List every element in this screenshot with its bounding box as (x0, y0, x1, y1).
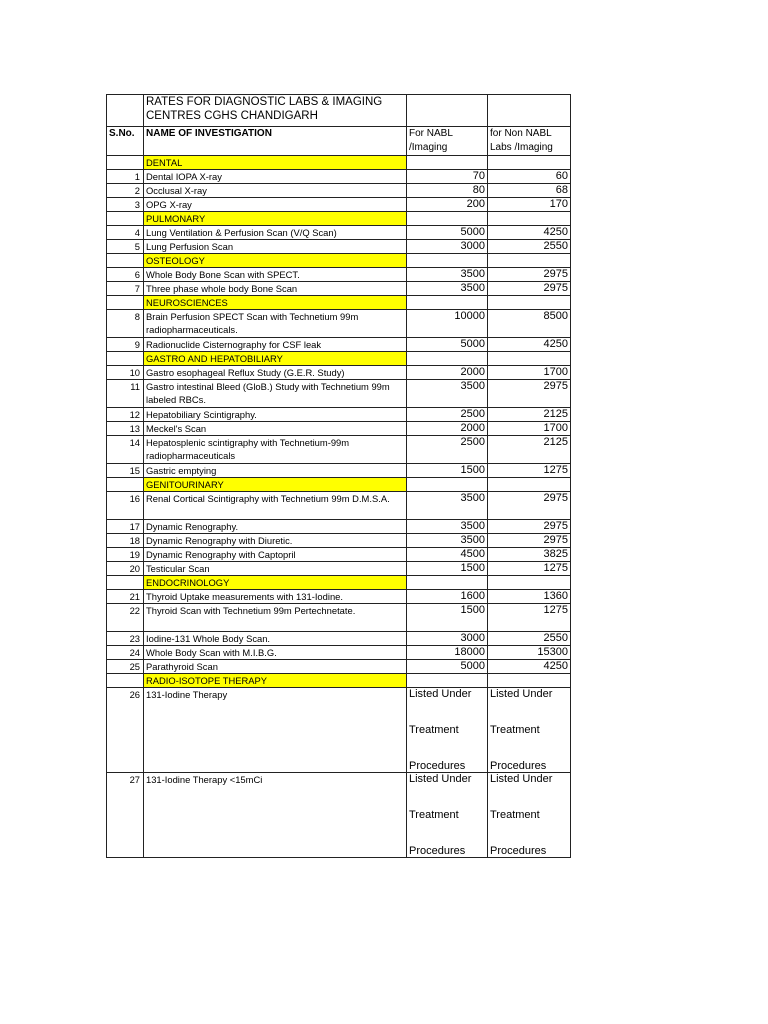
row-nabl-rate: 5000 (407, 226, 488, 240)
category-nabl (407, 576, 488, 590)
row-name: Dynamic Renography. (144, 520, 407, 534)
category-sno (107, 674, 144, 688)
row-name: Whole Body Scan with M.I.B.G. (144, 646, 407, 660)
header-row (107, 127, 571, 156)
row-sno: 3 (107, 198, 144, 212)
row-sno: 19 (107, 548, 144, 562)
category-row (107, 212, 571, 226)
category-sno (107, 296, 144, 310)
row-non-nabl-rate: 8500 (488, 310, 571, 338)
category-non-nabl (488, 212, 571, 226)
row-nabl-rate: 200 (407, 198, 488, 212)
category-name: GASTRO AND HEPATOBILIARY (144, 352, 407, 366)
category-row (107, 254, 571, 268)
row-sno: 20 (107, 562, 144, 576)
category-sno (107, 254, 144, 268)
row-nabl-rate: 70 (407, 170, 488, 184)
row-nabl-rate: 2000 (407, 366, 488, 380)
row-non-nabl-rate: 4250 (488, 338, 571, 352)
category-name: GENITOURINARY (144, 478, 407, 492)
row-sno: 1 (107, 170, 144, 184)
row-non-nabl-rate: 4250 (488, 660, 571, 674)
row-sno: 10 (107, 366, 144, 380)
row-nabl-rate: 3500 (407, 380, 488, 408)
note-line: Treatment (490, 724, 540, 736)
row-sno: 9 (107, 338, 144, 352)
note-line: Treatment (409, 809, 459, 821)
category-non-nabl (488, 254, 571, 268)
row-nabl-rate: 2500 (407, 436, 488, 464)
category-non-nabl (488, 352, 571, 366)
row-non-nabl-rate: 1275 (488, 562, 571, 576)
table-row (107, 366, 571, 380)
row-sno: 15 (107, 464, 144, 478)
table-row (107, 310, 571, 338)
row-sno: 24 (107, 646, 144, 660)
row-nabl-rate: 3500 (407, 520, 488, 534)
header-name: NAME OF INVESTIGATION (144, 127, 407, 156)
category-name: NEUROSCIENCES (144, 296, 407, 310)
header-non-nabl: for Non NABL Labs /Imaging (488, 127, 571, 156)
row-sno: 21 (107, 590, 144, 604)
row-nabl-rate: 4500 (407, 548, 488, 562)
table-row (107, 268, 571, 282)
category-nabl (407, 478, 488, 492)
row-name: 131-Iodine Therapy <15mCi (144, 773, 407, 858)
note-line: Procedures (409, 845, 466, 857)
row-sno: 22 (107, 604, 144, 632)
table-row (107, 562, 571, 576)
category-nabl (407, 352, 488, 366)
row-sno: 16 (107, 492, 144, 520)
row-non-nabl-rate: 2975 (488, 520, 571, 534)
row-nabl-rate: 3500 (407, 534, 488, 548)
table-row (107, 170, 571, 184)
rates-table (106, 94, 571, 858)
row-name: Gastro esophageal Reflux Study (G.E.R. Study) (144, 366, 407, 380)
row-non-nabl-rate: 60 (488, 170, 571, 184)
table-row (107, 646, 571, 660)
row-name: Meckel's Scan (144, 422, 407, 436)
row-non-nabl-rate: 1275 (488, 604, 571, 632)
table-row (107, 773, 571, 858)
row-sno: 26 (107, 688, 144, 773)
row-nabl-rate: 1500 (407, 464, 488, 478)
row-nabl-note (407, 773, 488, 858)
header-nabl: For NABL /Imaging (407, 127, 488, 156)
table-row (107, 520, 571, 534)
category-non-nabl (488, 296, 571, 310)
row-sno: 17 (107, 520, 144, 534)
category-sno (107, 576, 144, 590)
row-nabl-rate: 3500 (407, 268, 488, 282)
row-name: Thyroid Uptake measurements with 131-Iodine. (144, 590, 407, 604)
category-name: PULMONARY (144, 212, 407, 226)
table-row (107, 408, 571, 422)
row-non-nabl-note (488, 688, 571, 773)
row-non-nabl-rate: 2550 (488, 632, 571, 646)
row-sno: 6 (107, 268, 144, 282)
row-sno: 11 (107, 380, 144, 408)
category-row (107, 296, 571, 310)
row-sno: 18 (107, 534, 144, 548)
row-nabl-rate: 3000 (407, 632, 488, 646)
category-nabl (407, 212, 488, 226)
table-row (107, 184, 571, 198)
category-nabl (407, 254, 488, 268)
table-row (107, 436, 571, 464)
row-name: Hepatosplenic scintigraphy with Technetium-99m radiopharmaceuticals (144, 436, 407, 464)
row-nabl-rate: 5000 (407, 338, 488, 352)
row-nabl-rate: 18000 (407, 646, 488, 660)
row-nabl-rate: 2000 (407, 422, 488, 436)
row-non-nabl-rate: 15300 (488, 646, 571, 660)
row-name: Whole Body Bone Scan with SPECT. (144, 268, 407, 282)
row-name: OPG X-ray (144, 198, 407, 212)
table-row (107, 534, 571, 548)
row-name: Radionuclide Cisternography for CSF leak (144, 338, 407, 352)
note-line: Procedures (409, 760, 466, 772)
row-name: Parathyroid Scan (144, 660, 407, 674)
table-row (107, 632, 571, 646)
row-non-nabl-rate: 2550 (488, 240, 571, 254)
note-line: Treatment (409, 724, 459, 736)
row-non-nabl-rate: 2125 (488, 408, 571, 422)
row-nabl-rate: 1500 (407, 604, 488, 632)
row-non-nabl-rate: 2975 (488, 534, 571, 548)
category-name: DENTAL (144, 156, 407, 170)
category-sno (107, 212, 144, 226)
row-nabl-rate: 3500 (407, 282, 488, 296)
row-nabl-rate: 80 (407, 184, 488, 198)
category-name: RADIO-ISOTOPE THERAPY (144, 674, 407, 688)
row-sno: 12 (107, 408, 144, 422)
category-nabl (407, 296, 488, 310)
category-row (107, 674, 571, 688)
row-nabl-rate: 3000 (407, 240, 488, 254)
row-name: Renal Cortical Scintigraphy with Technetium 99m D.M.S.A. (144, 492, 407, 520)
row-nabl-rate: 2500 (407, 408, 488, 422)
row-name: Brain Perfusion SPECT Scan with Technetium 99m radiopharmaceuticals. (144, 310, 407, 338)
category-sno (107, 478, 144, 492)
row-name: Dynamic Renography with Diuretic. (144, 534, 407, 548)
row-non-nabl-rate: 2975 (488, 282, 571, 296)
row-sno: 23 (107, 632, 144, 646)
row-nabl-rate: 1500 (407, 562, 488, 576)
row-name: Three phase whole body Bone Scan (144, 282, 407, 296)
row-name: Occlusal X-ray (144, 184, 407, 198)
row-non-nabl-rate: 4250 (488, 226, 571, 240)
category-sno (107, 156, 144, 170)
row-name: Gastro intestinal Bleed (GloB.) Study with Technetium 99m labeled RBCs. (144, 380, 407, 408)
note-line: Listed Under (490, 773, 553, 785)
category-name: ENDOCRINOLOGY (144, 576, 407, 590)
row-name: Testicular Scan (144, 562, 407, 576)
row-name: Dynamic Renography with Captopril (144, 548, 407, 562)
row-name: Iodine-131 Whole Body Scan. (144, 632, 407, 646)
note-line: Procedures (490, 760, 547, 772)
row-sno: 4 (107, 226, 144, 240)
row-name: Gastric emptying (144, 464, 407, 478)
table-row (107, 226, 571, 240)
row-non-nabl-rate: 1360 (488, 590, 571, 604)
category-non-nabl (488, 576, 571, 590)
row-sno: 13 (107, 422, 144, 436)
row-nabl-note (407, 688, 488, 773)
table-row (107, 590, 571, 604)
row-sno: 25 (107, 660, 144, 674)
category-name: OSTEOLOGY (144, 254, 407, 268)
table-row (107, 282, 571, 296)
note-line: Procedures (490, 845, 547, 857)
note-line: Treatment (490, 809, 540, 821)
table-row (107, 688, 571, 773)
row-non-nabl-rate: 2975 (488, 268, 571, 282)
row-sno: 8 (107, 310, 144, 338)
row-non-nabl-rate: 1700 (488, 422, 571, 436)
row-name: Hepatobiliary Scintigraphy. (144, 408, 407, 422)
category-row (107, 352, 571, 366)
category-row (107, 156, 571, 170)
note-line: Listed Under (490, 688, 553, 700)
sheet-title: RATES FOR DIAGNOSTIC LABS & IMAGING CENTRES CGHS CHANDIGARH (144, 95, 407, 127)
table-row (107, 198, 571, 212)
row-name: Thyroid Scan with Technetium 99m Pertechnetate. (144, 604, 407, 632)
row-sno: 7 (107, 282, 144, 296)
row-non-nabl-rate: 68 (488, 184, 571, 198)
row-name: Lung Perfusion Scan (144, 240, 407, 254)
category-nabl (407, 156, 488, 170)
category-non-nabl (488, 156, 571, 170)
category-nabl (407, 674, 488, 688)
table-row (107, 660, 571, 674)
row-name: Dental IOPA X-ray (144, 170, 407, 184)
header-sno: S.No. (107, 127, 144, 156)
table-row (107, 422, 571, 436)
row-sno: 5 (107, 240, 144, 254)
row-non-nabl-rate: 1700 (488, 366, 571, 380)
row-name: 131-Iodine Therapy (144, 688, 407, 773)
table-row (107, 240, 571, 254)
row-nabl-rate: 3500 (407, 492, 488, 520)
note-line: Listed Under (409, 688, 472, 700)
table-row (107, 464, 571, 478)
row-non-nabl-rate: 2975 (488, 492, 571, 520)
table-row (107, 604, 571, 632)
row-nabl-rate: 10000 (407, 310, 488, 338)
row-non-nabl-rate: 2125 (488, 436, 571, 464)
rates-sheet (106, 94, 570, 858)
row-sno: 2 (107, 184, 144, 198)
row-non-nabl-rate: 2975 (488, 380, 571, 408)
table-row (107, 338, 571, 352)
category-non-nabl (488, 674, 571, 688)
row-name: Lung Ventilation & Perfusion Scan (V/Q Scan) (144, 226, 407, 240)
row-nabl-rate: 5000 (407, 660, 488, 674)
note-line: Listed Under (409, 773, 472, 785)
row-non-nabl-rate: 3825 (488, 548, 571, 562)
table-row (107, 548, 571, 562)
table-row (107, 380, 571, 408)
row-non-nabl-rate: 170 (488, 198, 571, 212)
category-row (107, 478, 571, 492)
row-sno: 14 (107, 436, 144, 464)
title-row (107, 95, 571, 127)
category-sno (107, 352, 144, 366)
category-row (107, 576, 571, 590)
table-row (107, 492, 571, 520)
row-non-nabl-rate: 1275 (488, 464, 571, 478)
row-sno: 27 (107, 773, 144, 858)
row-non-nabl-note (488, 773, 571, 858)
category-non-nabl (488, 478, 571, 492)
row-nabl-rate: 1600 (407, 590, 488, 604)
